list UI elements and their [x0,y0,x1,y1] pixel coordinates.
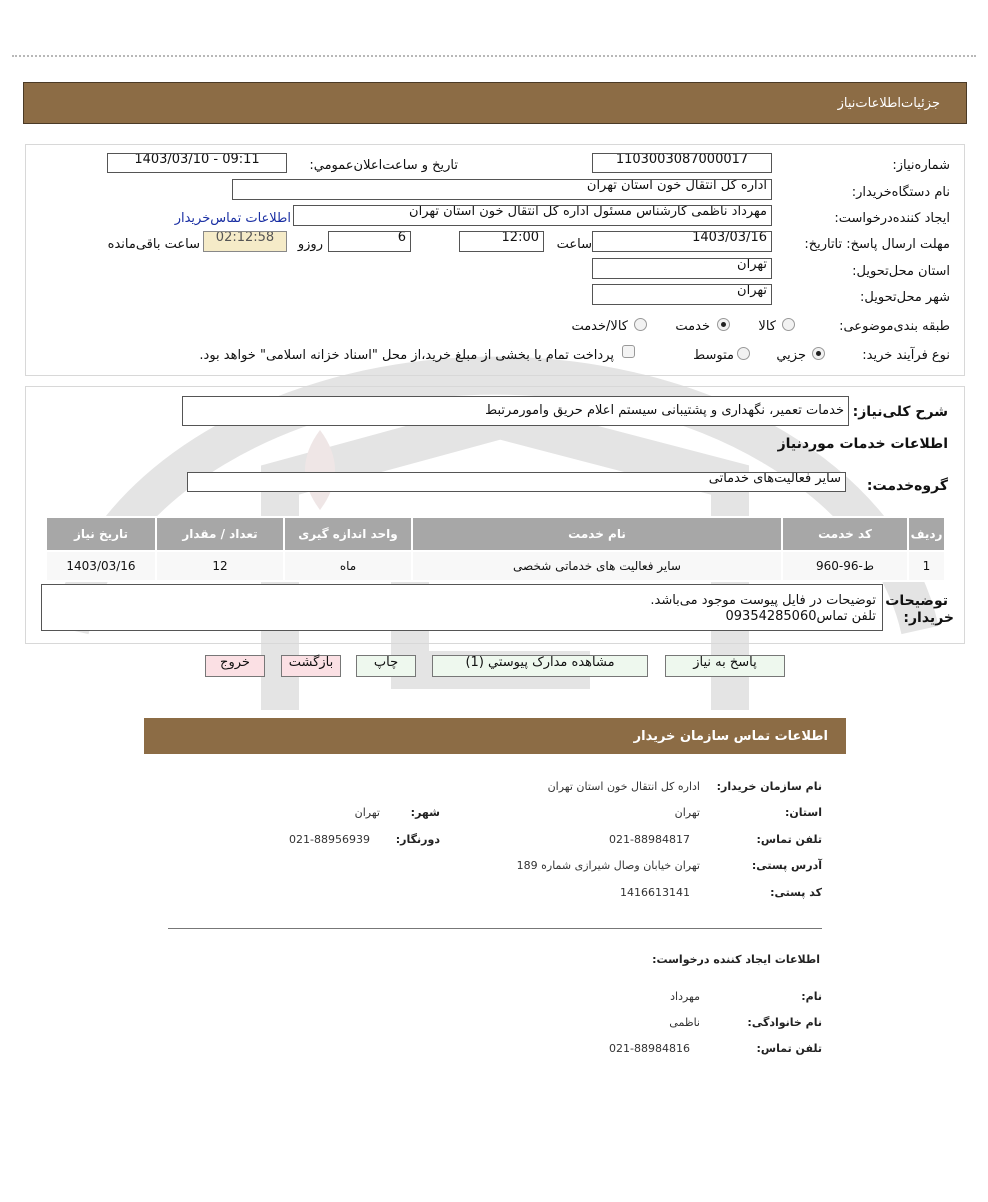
table-row [46,551,945,581]
contact-postal-value: 1416613141 [620,886,690,899]
col-header-row-number: رديف [908,517,945,551]
col-header-service-code: کد خدمت [782,517,908,551]
contact-phone-label: تلفن تماس: [756,833,822,846]
deadline-date-field[interactable]: 1403/03/16 [592,231,772,252]
need-number-field[interactable]: 1103003087000017 [592,153,772,173]
process-minor-radio[interactable] [812,347,825,360]
remaining-label: ساعت باقی‌مانده [107,237,200,252]
province-field[interactable]: تهران [592,258,772,279]
deadline-time-field[interactable]: 12:00 [459,231,544,252]
deadline-time-label: ساعت [556,237,592,252]
creator-field[interactable]: مهرداد ناظمی کارشناس مسئول اداره کل انتقال خون استان تهران [293,205,772,226]
contact-postal-label: کد پستی: [770,886,822,899]
contact-section-header [144,718,846,754]
process-label: نوع فرآيند خريد: [862,348,950,363]
creator-label: ايجاد کننده‌درخواست: [834,211,950,226]
view-docs-button[interactable]: مشاهده مدارک پيوستي (1) [432,655,648,677]
days-label: روزو [297,237,323,252]
org-name-value: اداره کل انتقال خون استان تهران [547,780,700,793]
process-minor-label: جزيي [776,348,806,363]
contact-fax-value: 021-88956939 [289,833,370,846]
contact-address-label: آدرس پستی: [751,859,822,872]
contact-province-label: استان: [785,806,822,819]
top-dotted-divider [12,55,976,57]
buyer-org-field[interactable]: اداره کل انتقال خون استان تهران [232,179,772,200]
contact-city-label: شهر: [410,806,440,819]
creator-first-name-value: مهرداد [670,990,700,1003]
col-header-service-name: نام خدمت [412,517,782,551]
cell-row-number: 1 [908,551,945,581]
need-number-label: شماره‌نياز: [892,158,950,173]
buyer-notes-label-1: توضيحات [885,593,948,609]
buyer-contact-link[interactable]: اطلاعات تماس‌خريدار [174,211,291,226]
creator-first-name-label: نام: [801,990,822,1003]
service-group-field[interactable]: ساير فعاليت‌های خدماتی [187,472,846,492]
days-field[interactable]: 6 [328,231,411,252]
org-name-label: نام سازمان خريدار: [716,780,822,793]
services-heading: اطلاعات خدمات مورد‌نياز [777,436,948,452]
category-goods-radio[interactable] [782,318,795,331]
announce-field[interactable]: 1403/03/10 - 09:11 [107,153,287,173]
deadline-label: مهلت ارسال پاسخ: تاتاريخ: [804,237,950,252]
cell-quantity: 12 [156,551,284,581]
creator-last-name-label: نام خانوادگی: [747,1016,822,1029]
announce-label: تاريخ و ساعت‌اعلان‌عمومي: [309,158,458,173]
creator-last-name-value: ناظمی [669,1016,700,1029]
summary-label: شرح کلی‌نياز: [852,404,948,420]
buyer-notes-label-2: خريدار: [903,610,954,626]
buyer-notes-line-1: توضيحات در فايل پيوست موجود می‌باشد. [650,593,876,608]
creator-info-heading: اطلاعات ايجاد کننده درخواست: [652,953,820,966]
category-service-radio[interactable] [717,318,730,331]
print-button[interactable]: چاپ [356,655,416,677]
reply-button[interactable]: پاسخ به نياز [665,655,785,677]
category-both-radio[interactable] [634,318,647,331]
contact-section-title: اطلاعات تماس سازمان خريدار [633,729,828,744]
contact-province-value: تهران [674,806,700,819]
summary-field[interactable]: خدمات تعمير، نگهداری و پشتيبانی سيستم اعلام حريق وامورمرتبط [182,396,849,426]
cell-service-name: ساير فعاليت های خدماتی شخصی [412,551,782,581]
exit-button[interactable]: خروج [205,655,265,677]
category-both-label: کالا/خدمت [571,319,628,334]
province-label: استان محل‌تحويل: [852,264,950,279]
page-title: جزئيات‌اطلاعات‌نياز [837,96,940,111]
buyer-notes-line-2: تلفن تماس09354285060 [725,609,876,624]
creator-phone-value: 021-88984816 [609,1042,690,1055]
buyer-notes-field[interactable] [41,584,883,631]
treasury-payment-checkbox[interactable] [622,345,635,358]
city-label: شهر محل‌تحويل: [860,290,950,305]
cell-unit: ماه [284,551,412,581]
city-field[interactable]: تهران [592,284,772,305]
cell-service-code: ط-96-960 [782,551,908,581]
remaining-time-field: 02:12:58 [203,231,287,252]
creator-phone-label: تلفن تماس: [756,1042,822,1055]
contact-fax-label: دورنگار: [395,833,440,846]
contact-divider [168,928,822,929]
buyer-org-label: نام دستگاه‌خريدار: [851,185,950,200]
contact-address-value: تهران خيابان وصال شيرازی شماره 189 [516,859,700,872]
col-header-quantity: تعداد / مقدار [156,517,284,551]
contact-phone-value: 021-88984817 [609,833,690,846]
items-table [45,516,946,582]
page-header [23,82,967,124]
process-medium-label: متوسط [693,348,734,363]
back-button[interactable]: بازگشت [281,655,341,677]
contact-city-value: تهران [354,806,380,819]
payment-note: پرداخت تمام يا بخشی از مبلغ خريد،از محل "اسناد خزانه اسلامی" خواهد بود. [199,348,614,363]
service-group-label: گروه‌خدمت: [866,478,948,494]
col-header-unit: واحد اندازه گيری [284,517,412,551]
col-header-need-date: تاريخ نياز [46,517,156,551]
category-label: طبقه بندی‌موضوعی: [839,319,950,334]
process-medium-radio[interactable] [737,347,750,360]
category-service-label: خدمت [675,319,710,334]
cell-need-date: 1403/03/16 [46,551,156,581]
category-goods-label: کالا [758,319,776,334]
